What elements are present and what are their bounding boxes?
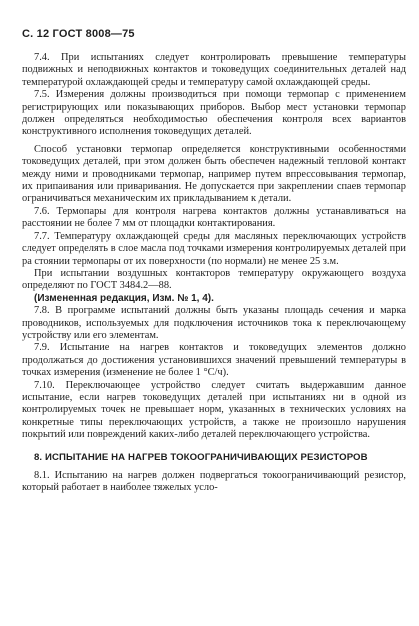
paragraph-7-7: 7.7. Температуру охлаждающей среды для масляных переключающих устройств следует определять в слое масла под точками измерения контролируемых деталей при ра стоянии термопары от их поверхности (по нормали) не менее 25 з.м. xyxy=(22,230,406,267)
paragraph-7-10: 7.10. Переключающее устройство следует считать выдержавшим данное испытание, если нагрев токоведущих деталей при испытаниях ни в одной из контролируемых точек не превышает норм, указанных в технических условиях на конкретные типы переключающих устройств, а также не произошло нарушения покрытий или повреждений каких-либо деталей переключающего устройства. xyxy=(22,379,406,441)
page-header: С. 12 ГОСТ 8008—75 xyxy=(22,28,135,40)
paragraph-7-9: 7.9. Испытание на нагрев контактов и токоведущих элементов должно продолжаться до достижения установившихся значений превышений температуры в точках измерения (изменение не более 1 °С/ч). xyxy=(22,342,406,379)
paragraph-7-5: 7.5. Измерения должны производиться при помощи термопар с применением регистрирующих или показывающих приборов. Выбор мест установки термопар должен определяться необходимостью обеспечения контроля всех вариантов конструктивного исполнения токоведущих деталей. xyxy=(22,89,406,138)
paragraph-7-6: 7.6. Термопары для контроля нагрева контактов должны устанавливаться на расстоянии не более 7 мм от площадки контактирования. xyxy=(22,205,406,230)
paragraph-7-8: 7.8. В программе испытаний должны быть указаны площадь сечения и марка проводников, используемых для подключения источников тока к переключающему устройству или его элементам. xyxy=(22,305,406,341)
document-body xyxy=(22,52,406,494)
section-heading-8: 8. ИСПЫТАНИЕ НА НАГРЕВ ТОКООГРАНИЧИВАЮЩИХ РЕЗИСТОРОВ xyxy=(34,451,368,463)
revision-note: (Измененная редакция, Изм. № 1, 4). xyxy=(34,292,214,304)
paragraph-thermocouple-method: Способ установки термопар определяется конструктивными особенностями токоведущих деталей, при этом должен быть обеспечен надежный тепловой контакт между ними и проводниками термопар, например путем впрессовывания термопар, их припаивания или приваривания. Не допускается при закреплении спаев термопар ограничиваться механическим их прикладыванием к детали. xyxy=(22,143,406,205)
paragraph-air-contactors: При испытании воздушных контакторов температуру окружающего воздуха определяют по ГОСТ 3484.2—88. xyxy=(22,267,406,292)
document-page xyxy=(22,28,406,494)
paragraph-8-1: 8.1. Испытанию на нагрев должен подвергаться токоограничивающий резистор, который работает в наиболее тяжелых усло- xyxy=(22,469,406,493)
paragraph-7-4: 7.4. При испытаниях следует контролировать превышение температуры подвижных и неподвижных контактов и токоведущих соединительных деталей над температурой охлаждающей среды и температуру самой охлаждающей среды. xyxy=(22,52,406,88)
